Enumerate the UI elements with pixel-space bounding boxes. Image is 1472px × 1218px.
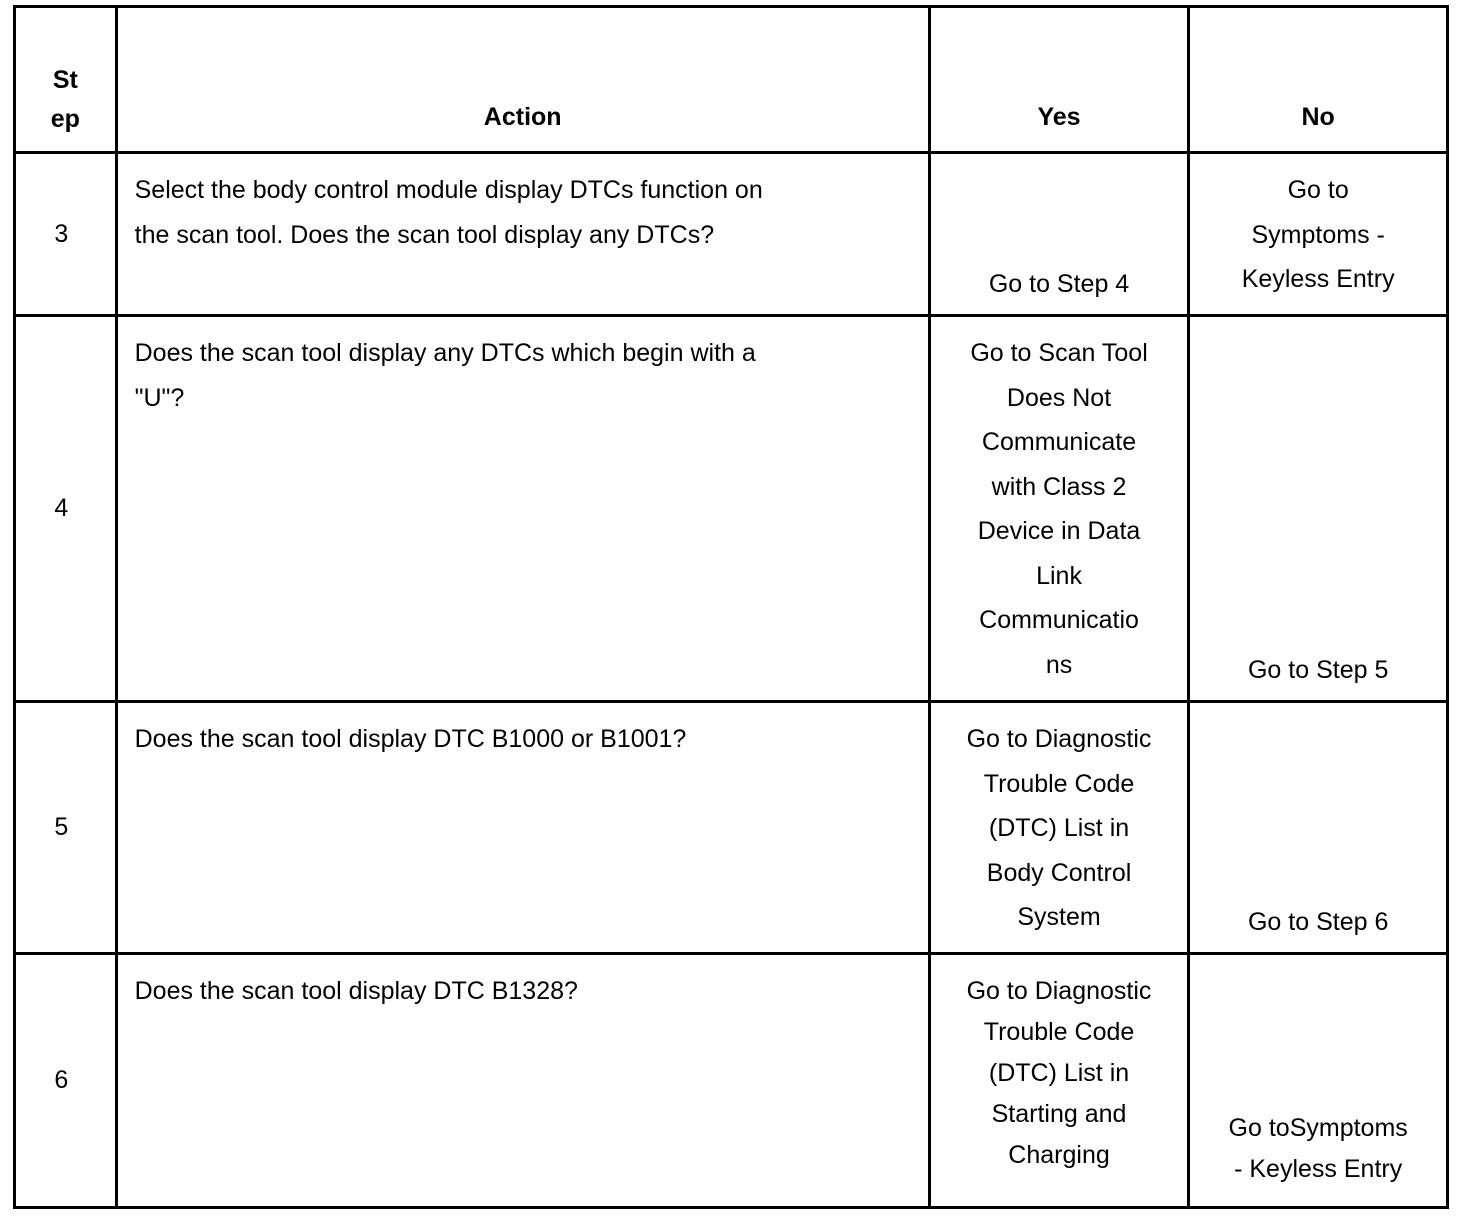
action-text: Does the scan tool display any DTCs which begin with a "U"? (116, 316, 929, 702)
no-result: Go to Step 6 (1189, 702, 1448, 954)
action-text: Select the body control module display DTCs function on the scan tool. Does the scan tool display any DTCs? (116, 153, 929, 316)
action-text: Does the scan tool display DTC B1000 or B1001? (116, 702, 929, 954)
header-yes: Yes (929, 7, 1189, 153)
no-result: Go to Step 5 (1189, 316, 1448, 702)
table-row (15, 316, 1448, 702)
step-number: 6 (15, 954, 117, 1208)
diagnostic-table (13, 5, 1449, 1209)
header-step: St ep (15, 7, 117, 153)
yes-result: Go to Step 4 (929, 153, 1189, 316)
yes-result: Go to Diagnostic Trouble Code (DTC) List in Starting and Charging (929, 954, 1189, 1208)
yes-result: Go to Scan Tool Does Not Communicate with Class 2 Device in Data Link Communicatio ns (929, 316, 1189, 702)
header-row (15, 7, 1448, 153)
header-action: Action (116, 7, 929, 153)
table-row (15, 702, 1448, 954)
table-row (15, 153, 1448, 316)
step-number: 3 (15, 153, 117, 316)
step-number: 4 (15, 316, 117, 702)
header-no: No (1189, 7, 1448, 153)
table-row (15, 954, 1448, 1208)
action-text: Does the scan tool display DTC B1328? (116, 954, 929, 1208)
yes-result: Go to Diagnostic Trouble Code (DTC) List in Body Control System (929, 702, 1189, 954)
step-number: 5 (15, 702, 117, 954)
no-result: Go toSymptoms - Keyless Entry (1189, 954, 1448, 1208)
no-result: Go to Symptoms - Keyless Entry (1189, 153, 1448, 316)
